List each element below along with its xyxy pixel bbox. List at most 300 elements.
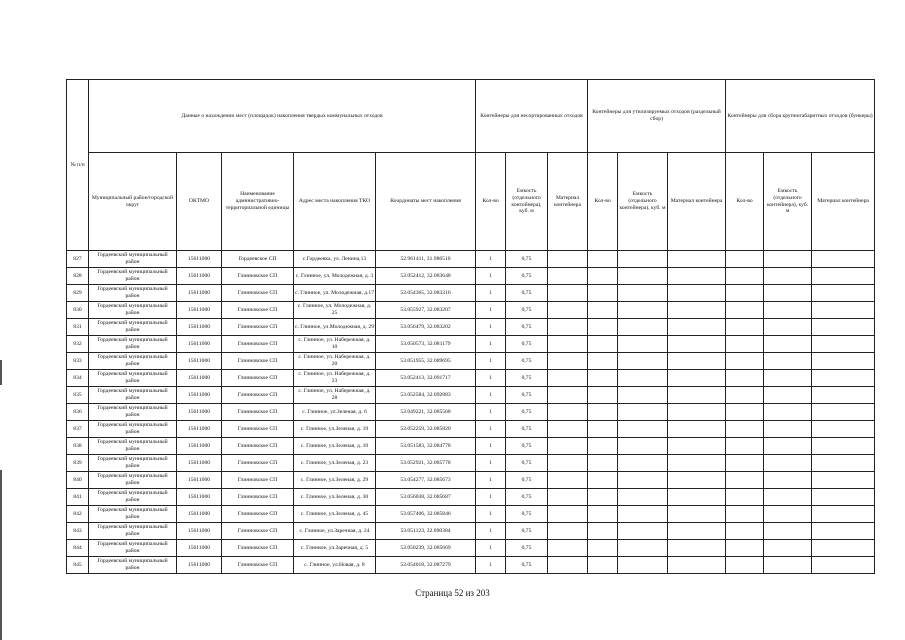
oktmo-cell: 15611000 [177, 319, 222, 336]
row-number: 845 [67, 557, 89, 574]
empty-cell [618, 455, 668, 472]
district-cell: Гордеевский муниципальный район [89, 353, 177, 370]
coords-cell: 53.049221, 32.085568 [376, 404, 476, 421]
capacity-cell: 0,75 [506, 251, 548, 268]
empty-cell [588, 319, 618, 336]
col-settlement: Наименование административно-территориальной единицы [222, 153, 294, 251]
address-cell: с. Глинное, ул.Зеленая, д. 19 [294, 421, 376, 438]
capacity-cell: 0,75 [506, 268, 548, 285]
coords-cell: 53.052584, 32.092883 [376, 387, 476, 404]
settlement-cell: Глинновское СП [222, 353, 294, 370]
group-separate: Контейнеры для утилизируемых отходов (раздельный сбор) [588, 80, 726, 153]
empty-cell [548, 319, 588, 336]
row-number: 829 [67, 285, 89, 302]
empty-cell [764, 540, 812, 557]
address-cell: с. Глинное, ул.Зеленая, д. 10 [294, 438, 376, 455]
coords-cell: 53.057406, 32.085846 [376, 506, 476, 523]
empty-cell [548, 421, 588, 438]
empty-cell [588, 557, 618, 574]
capacity-cell: 0,75 [506, 489, 548, 506]
row-number: 827 [67, 251, 89, 268]
empty-cell [588, 489, 618, 506]
settlement-cell: Глинновское СП [222, 421, 294, 438]
empty-cell [548, 438, 588, 455]
empty-cell [668, 251, 726, 268]
empty-cell [764, 455, 812, 472]
empty-cell [588, 302, 618, 319]
empty-cell [726, 251, 764, 268]
empty-cell [812, 251, 875, 268]
table-row [67, 285, 875, 302]
district-cell: Гордеевский муниципальный район [89, 268, 177, 285]
count-cell: 1 [476, 353, 506, 370]
settlement-cell: Гордеевское СП [222, 251, 294, 268]
empty-cell [588, 506, 618, 523]
empty-cell [618, 302, 668, 319]
empty-cell [588, 421, 618, 438]
address-cell: с. Глинное, ул. Набережная, д. 23 [294, 370, 376, 387]
empty-cell [618, 489, 668, 506]
address-cell: с. Глинное, ул.Заречная, д. 24 [294, 523, 376, 540]
empty-cell [618, 523, 668, 540]
empty-cell [726, 370, 764, 387]
empty-cell [548, 489, 588, 506]
district-cell: Гордеевский муниципальный район [89, 540, 177, 557]
empty-cell [812, 285, 875, 302]
coords-cell: 53.052412, 32.083648 [376, 268, 476, 285]
scan-edge-mark [0, 470, 2, 640]
empty-cell [618, 268, 668, 285]
row-number: 838 [67, 438, 89, 455]
address-cell: с. Глинное, ул.Зеленая, д. 45 [294, 506, 376, 523]
settlement-cell: Глинновское СП [222, 540, 294, 557]
table-row [67, 438, 875, 455]
settlement-cell: Глинновское СП [222, 285, 294, 302]
table-row [67, 251, 875, 268]
empty-cell [812, 404, 875, 421]
district-cell: Гордеевский муниципальный район [89, 489, 177, 506]
count-cell: 1 [476, 370, 506, 387]
district-cell: Гордеевский муниципальный район [89, 404, 177, 421]
row-number: 840 [67, 472, 89, 489]
settlement-cell: Глинновское СП [222, 319, 294, 336]
district-cell: Гордеевский муниципальный район [89, 319, 177, 336]
empty-cell [668, 370, 726, 387]
address-cell: с. Глинное, ул. Молодежная, д.17 [294, 285, 376, 302]
empty-cell [726, 319, 764, 336]
group-bulky: Контейнеры для сбора крупногабаритных отходов (бункеры) [726, 80, 875, 153]
oktmo-cell: 15611000 [177, 523, 222, 540]
empty-cell [812, 438, 875, 455]
empty-cell [548, 353, 588, 370]
capacity-cell: 0,75 [506, 302, 548, 319]
empty-cell [588, 285, 618, 302]
empty-cell [618, 387, 668, 404]
empty-cell [812, 370, 875, 387]
settlement-cell: Глинновское СП [222, 438, 294, 455]
district-cell: Гордеевский муниципальный район [89, 455, 177, 472]
empty-cell [764, 472, 812, 489]
table-row [67, 472, 875, 489]
oktmo-cell: 15611000 [177, 506, 222, 523]
oktmo-cell: 15611000 [177, 455, 222, 472]
empty-cell [588, 353, 618, 370]
settlement-cell: Глинновское СП [222, 506, 294, 523]
table-row [67, 557, 875, 574]
col-address: Адрес места накопления ТКО [294, 153, 376, 251]
count-cell: 1 [476, 251, 506, 268]
empty-cell [812, 557, 875, 574]
capacity-cell: 0,75 [506, 387, 548, 404]
table-row [67, 404, 875, 421]
coords-cell: 53.051955, 32.089695 [376, 353, 476, 370]
settlement-cell: Глинновское СП [222, 302, 294, 319]
oktmo-cell: 15611000 [177, 336, 222, 353]
empty-cell [588, 540, 618, 557]
empty-cell [548, 268, 588, 285]
empty-cell [726, 540, 764, 557]
district-cell: Гордеевский муниципальный район [89, 421, 177, 438]
address-cell: с. Глинное, ул.Зеленая, д. 29 [294, 472, 376, 489]
empty-cell [668, 285, 726, 302]
table-row [67, 506, 875, 523]
empty-cell [588, 455, 618, 472]
count-cell: 1 [476, 302, 506, 319]
empty-cell [618, 353, 668, 370]
page-number: Страница 52 из 203 [415, 588, 490, 598]
empty-cell [812, 506, 875, 523]
oktmo-cell: 15611000 [177, 285, 222, 302]
empty-cell [764, 285, 812, 302]
address-cell: с. Глинное, ул.Зеленая, д. 23 [294, 455, 376, 472]
empty-cell [668, 302, 726, 319]
empty-cell [812, 268, 875, 285]
empty-cell [812, 489, 875, 506]
table-row [67, 319, 875, 336]
district-cell: Гордеевский муниципальный район [89, 302, 177, 319]
empty-cell [726, 404, 764, 421]
oktmo-cell: 15611000 [177, 438, 222, 455]
capacity-cell: 0,75 [506, 472, 548, 489]
coords-cell: 53.052259, 32.085820 [376, 421, 476, 438]
col-material: Материал контейнера [548, 153, 588, 251]
coords-cell: 53.050239, 32.085669 [376, 540, 476, 557]
empty-cell [726, 387, 764, 404]
empty-cell [726, 336, 764, 353]
empty-cell [548, 404, 588, 421]
address-cell: с.Гордеевка, ул. Ленина,13 [294, 251, 376, 268]
count-cell: 1 [476, 455, 506, 472]
empty-cell [764, 557, 812, 574]
empty-cell [764, 319, 812, 336]
empty-cell [588, 370, 618, 387]
empty-cell [668, 268, 726, 285]
table-row [67, 523, 875, 540]
table-row [67, 302, 875, 319]
settlement-cell: Глинновское СП [222, 455, 294, 472]
col-count-bulky: Кол-во [726, 153, 764, 251]
coords-cell: 53.051583, 32.084778 [376, 438, 476, 455]
empty-cell [668, 472, 726, 489]
col-district: Муниципальный район/городской округ [89, 153, 177, 251]
empty-cell [668, 404, 726, 421]
oktmo-cell: 15611000 [177, 370, 222, 387]
empty-cell [548, 540, 588, 557]
district-cell: Гордеевский муниципальный район [89, 251, 177, 268]
empty-cell [812, 421, 875, 438]
count-cell: 1 [476, 506, 506, 523]
empty-cell [812, 523, 875, 540]
row-number: 830 [67, 302, 89, 319]
empty-cell [764, 506, 812, 523]
empty-cell [812, 302, 875, 319]
col-coords: Координаты мест накопления [376, 153, 476, 251]
row-number: 837 [67, 421, 89, 438]
count-cell: 1 [476, 421, 506, 438]
district-cell: Гордеевский муниципальный район [89, 370, 177, 387]
empty-cell [548, 472, 588, 489]
empty-cell [548, 506, 588, 523]
address-cell: с. Глинное, ул. Набережная, д. 28 [294, 387, 376, 404]
table-row [67, 353, 875, 370]
empty-cell [726, 455, 764, 472]
col-count: Кол-во [476, 153, 506, 251]
address-cell: с. Глинное, ул.Новая, д. 8 [294, 557, 376, 574]
count-cell: 1 [476, 387, 506, 404]
count-cell: 1 [476, 472, 506, 489]
col-oktmo: ОКТМО [177, 153, 222, 251]
count-cell: 1 [476, 438, 506, 455]
empty-cell [548, 387, 588, 404]
empty-cell [668, 319, 726, 336]
address-cell: с. Глинное, ул. Набережная, д. 10 [294, 336, 376, 353]
empty-cell [668, 557, 726, 574]
empty-cell [668, 438, 726, 455]
row-number: 842 [67, 506, 89, 523]
row-number: 841 [67, 489, 89, 506]
oktmo-cell: 15611000 [177, 472, 222, 489]
empty-cell [588, 438, 618, 455]
row-number: 835 [67, 387, 89, 404]
row-number: 832 [67, 336, 89, 353]
address-cell: с. Глинное, ул.Заречная, д. 5 [294, 540, 376, 557]
count-cell: 1 [476, 489, 506, 506]
district-cell: Гордеевский муниципальный район [89, 557, 177, 574]
empty-cell [548, 336, 588, 353]
oktmo-cell: 15611000 [177, 421, 222, 438]
capacity-cell: 0,75 [506, 438, 548, 455]
capacity-cell: 0,75 [506, 404, 548, 421]
coords-cell: 52.961411, 31.986510 [376, 251, 476, 268]
group-unsorted: Контейнеры для несортированных отходов [476, 80, 588, 153]
col-material-bulky: Материал контейнера [812, 153, 875, 251]
oktmo-cell: 15611000 [177, 302, 222, 319]
empty-cell [726, 438, 764, 455]
capacity-cell: 0,75 [506, 353, 548, 370]
empty-cell [764, 268, 812, 285]
empty-cell [668, 540, 726, 557]
empty-cell [726, 285, 764, 302]
district-cell: Гордеевский муниципальный район [89, 523, 177, 540]
settlement-cell: Глинновское СП [222, 472, 294, 489]
empty-cell [588, 251, 618, 268]
table-row [67, 421, 875, 438]
empty-cell [668, 353, 726, 370]
empty-cell [618, 319, 668, 336]
empty-cell [764, 387, 812, 404]
empty-cell [726, 353, 764, 370]
coords-cell: 53.050573, 32.081179 [376, 336, 476, 353]
coords-cell: 53.055927, 32.083207 [376, 302, 476, 319]
empty-cell [668, 489, 726, 506]
empty-cell [548, 251, 588, 268]
empty-cell [588, 472, 618, 489]
settlement-cell: Глинновское СП [222, 336, 294, 353]
district-cell: Гордеевский муниципальный район [89, 506, 177, 523]
address-cell: с. Глинное, ул. Молодежная, д. 3 [294, 268, 376, 285]
empty-cell [668, 523, 726, 540]
empty-cell [588, 268, 618, 285]
table-row [67, 387, 875, 404]
empty-cell [618, 251, 668, 268]
capacity-cell: 0,75 [506, 523, 548, 540]
settlement-cell: Глинновское СП [222, 387, 294, 404]
capacity-cell: 0,75 [506, 506, 548, 523]
district-cell: Гордеевский муниципальный район [89, 472, 177, 489]
row-number: 839 [67, 455, 89, 472]
count-cell: 1 [476, 336, 506, 353]
empty-cell [618, 472, 668, 489]
row-number: 828 [67, 268, 89, 285]
capacity-cell: 0,75 [506, 557, 548, 574]
coords-cell: 53.056038, 32.085687 [376, 489, 476, 506]
count-cell: 1 [476, 523, 506, 540]
settlement-cell: Глинновское СП [222, 370, 294, 387]
coords-cell: 53.056479, 32.083202 [376, 319, 476, 336]
empty-cell [618, 438, 668, 455]
empty-cell [588, 336, 618, 353]
empty-cell [764, 404, 812, 421]
empty-cell [668, 387, 726, 404]
address-cell: с. Глинное, ул.Зеленая, д. 30 [294, 489, 376, 506]
row-number: 831 [67, 319, 89, 336]
empty-cell [588, 404, 618, 421]
oktmo-cell: 15611000 [177, 489, 222, 506]
count-cell: 1 [476, 268, 506, 285]
capacity-cell: 0,75 [506, 336, 548, 353]
col-capacity-separate: Емкость (отдельного контейнера), куб. м [618, 153, 668, 251]
scan-edge-mark [0, 360, 2, 385]
empty-cell [764, 438, 812, 455]
capacity-cell: 0,75 [506, 319, 548, 336]
empty-cell [726, 421, 764, 438]
coords-cell: 53.054277, 32.085673 [376, 472, 476, 489]
empty-cell [668, 455, 726, 472]
col-capacity-bulky: Емкость (отдельного контейнера), куб. м [764, 153, 812, 251]
empty-cell [548, 302, 588, 319]
empty-cell [618, 336, 668, 353]
empty-cell [588, 523, 618, 540]
empty-cell [764, 489, 812, 506]
address-cell: с. Глинное, ул. Набережная, д. 20 [294, 353, 376, 370]
oktmo-cell: 15611000 [177, 557, 222, 574]
settlement-cell: Глинновское СП [222, 523, 294, 540]
count-cell: 1 [476, 404, 506, 421]
empty-cell [726, 557, 764, 574]
row-number: 833 [67, 353, 89, 370]
coords-cell: 53.051123, 32.090384 [376, 523, 476, 540]
empty-cell [812, 540, 875, 557]
empty-cell [812, 353, 875, 370]
empty-cell [764, 251, 812, 268]
empty-cell [618, 506, 668, 523]
district-cell: Гордеевский муниципальный район [89, 387, 177, 404]
oktmo-cell: 15611000 [177, 540, 222, 557]
capacity-cell: 0,75 [506, 370, 548, 387]
empty-cell [668, 421, 726, 438]
settlement-cell: Глинновское СП [222, 557, 294, 574]
empty-cell [812, 319, 875, 336]
oktmo-cell: 15611000 [177, 251, 222, 268]
empty-cell [726, 472, 764, 489]
col-material-separate: Материал контейнера [668, 153, 726, 251]
empty-cell [618, 370, 668, 387]
empty-cell [764, 370, 812, 387]
capacity-cell: 0,75 [506, 540, 548, 557]
col-capacity: Емкость (отдельного контейнера), куб. м [506, 153, 548, 251]
row-number: 836 [67, 404, 89, 421]
empty-cell [726, 302, 764, 319]
register-table [66, 79, 875, 574]
table-row [67, 268, 875, 285]
empty-cell [764, 302, 812, 319]
oktmo-cell: 15611000 [177, 353, 222, 370]
table-body [67, 251, 875, 574]
table-row [67, 489, 875, 506]
table-row [67, 370, 875, 387]
count-cell: 1 [476, 540, 506, 557]
coords-cell: 53.052413, 32.091717 [376, 370, 476, 387]
empty-cell [618, 557, 668, 574]
table-row [67, 455, 875, 472]
row-number: 843 [67, 523, 89, 540]
empty-cell [764, 336, 812, 353]
empty-cell [812, 336, 875, 353]
coords-cell: 53.054365, 32.083316 [376, 285, 476, 302]
empty-cell [548, 557, 588, 574]
capacity-cell: 0,75 [506, 421, 548, 438]
empty-cell [812, 455, 875, 472]
empty-cell [548, 455, 588, 472]
empty-cell [618, 404, 668, 421]
empty-cell [726, 489, 764, 506]
empty-cell [618, 285, 668, 302]
oktmo-cell: 15611000 [177, 404, 222, 421]
coords-cell: 53.052921, 32.085778 [376, 455, 476, 472]
oktmo-cell: 15611000 [177, 268, 222, 285]
empty-cell [668, 336, 726, 353]
empty-cell [726, 506, 764, 523]
address-cell: с. Глинное, ул.Зеленая, д. 6 [294, 404, 376, 421]
empty-cell [618, 421, 668, 438]
empty-cell [548, 370, 588, 387]
group-location: Данные о нахождении мест (площадок) накопления твердых коммунальных отходов [89, 80, 476, 153]
empty-cell [588, 387, 618, 404]
empty-cell [764, 421, 812, 438]
empty-cell [726, 268, 764, 285]
district-cell: Гордеевский муниципальный район [89, 438, 177, 455]
district-cell: Гордеевский муниципальный район [89, 336, 177, 353]
